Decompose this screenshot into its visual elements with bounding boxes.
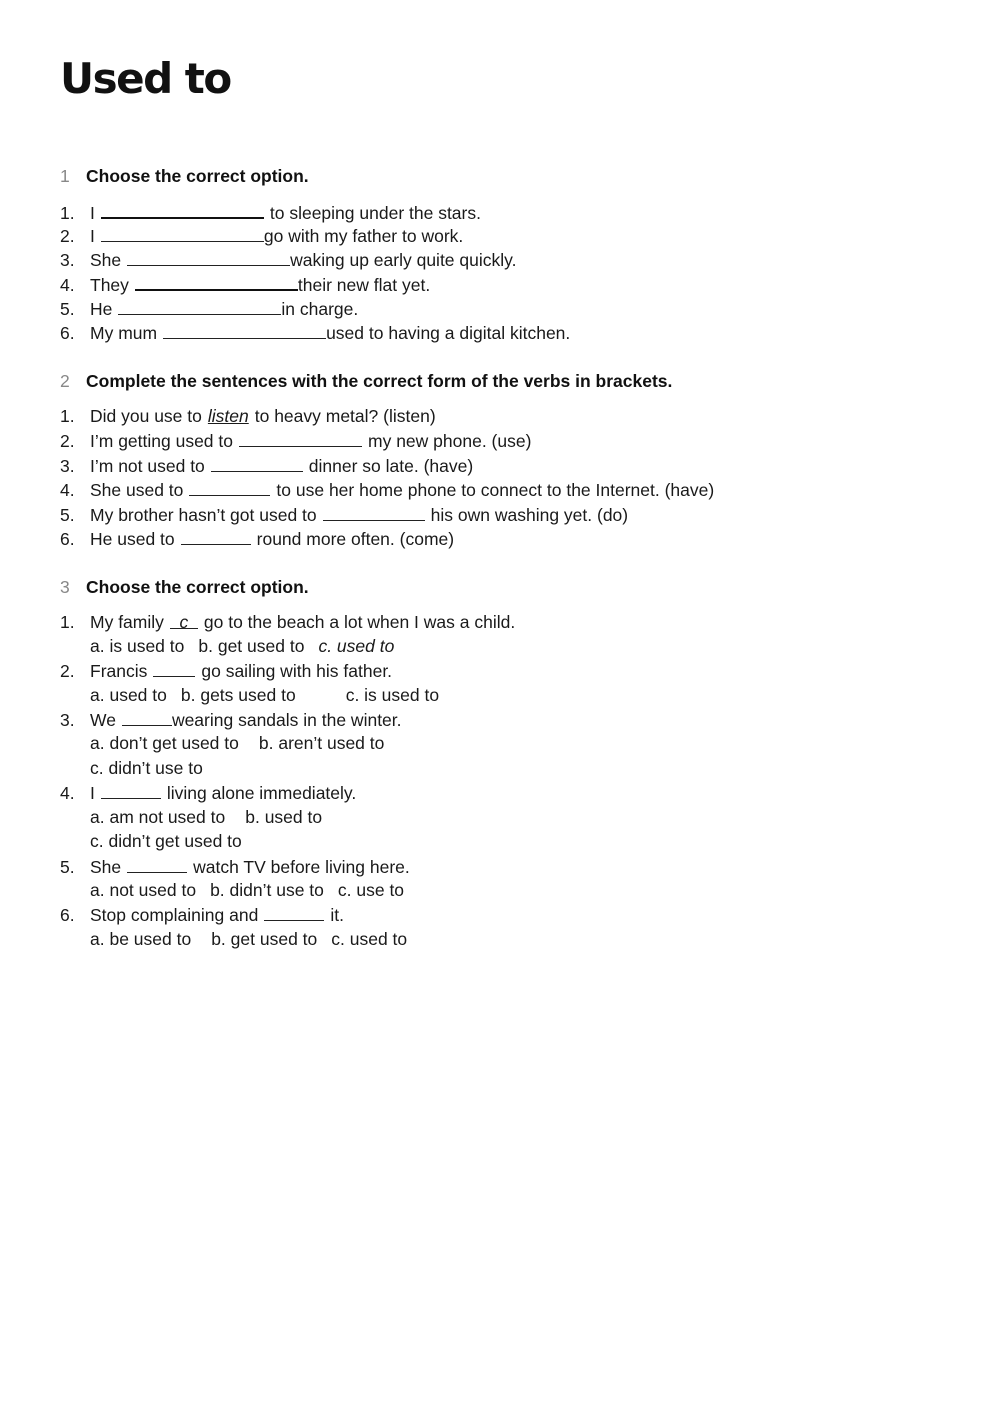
exercise-item: 6. Stop complaining and it. [60, 905, 344, 925]
exercise-item: 3. I’m not used to dinner so late. (have) [60, 456, 474, 476]
exercise-item: 3. We wearing sandals in the winter. [60, 710, 402, 730]
option-row [90, 635, 394, 657]
answer-blank[interactable] [181, 527, 251, 545]
exercise-item: 4. She used to to use her home phone to connect to the Internet. (have) [60, 480, 715, 500]
answer-blank[interactable] [118, 297, 281, 315]
option-row [90, 830, 242, 852]
section-number: 3 [60, 577, 70, 597]
exercise-item: 5. He in charge. [60, 299, 359, 319]
example-answer: listen [207, 406, 249, 426]
option-a[interactable]: a. don’t get used to [90, 733, 239, 753]
option-row [90, 879, 404, 901]
section-instruction: Complete the sentences with the correct form of the verbs in brackets. [86, 371, 673, 391]
option-c[interactable]: c. use to [337, 880, 405, 900]
option-a[interactable]: a. not used to [90, 880, 197, 900]
option-b[interactable]: b. didn’t use to [210, 880, 324, 900]
option-b[interactable]: b. get used to [211, 929, 318, 949]
exercise-item: 5. She watch TV before living here. [60, 857, 410, 877]
option-c[interactable]: c. used to [318, 636, 395, 656]
answer-blank[interactable] [127, 855, 187, 873]
option-row [90, 757, 203, 779]
section-number: 2 [60, 371, 70, 391]
answer-blank[interactable] [239, 429, 362, 447]
section-1-heading [60, 166, 309, 186]
answer-blank[interactable] [153, 659, 195, 677]
example-answer: c [170, 611, 198, 629]
answer-blank[interactable] [211, 454, 303, 472]
option-row [90, 684, 439, 706]
exercise-item: 2. I’m getting used to my new phone. (use) [60, 431, 532, 451]
option-c[interactable]: c. used to [331, 929, 408, 949]
exercise-item: 2. Francis go sailing with his father. [60, 661, 393, 681]
answer-blank[interactable] [135, 272, 298, 291]
exercise-item: 1. My family c go to the beach a lot when I was a child. [60, 612, 516, 632]
section-number: 1 [60, 166, 70, 186]
answer-blank[interactable] [122, 708, 172, 726]
option-b[interactable]: b. gets used to [180, 685, 296, 705]
exercise-item: 2. I go with my father to work. [60, 226, 464, 246]
exercise-item: 6. My mum used to having a digital kitchen. [60, 323, 571, 343]
answer-blank[interactable] [189, 478, 270, 496]
option-a[interactable]: a. be used to [90, 929, 192, 949]
answer-blank[interactable] [163, 321, 326, 339]
section-2-heading [60, 371, 672, 391]
option-a[interactable]: a. am not used to [90, 807, 226, 827]
section-instruction: Choose the correct option. [86, 166, 309, 186]
option-c[interactable]: c. is used to [345, 685, 440, 705]
answer-blank[interactable] [323, 503, 425, 521]
option-row [90, 806, 322, 828]
answer-blank[interactable] [127, 248, 290, 266]
option-b[interactable]: b. get used to [198, 636, 305, 656]
exercise-item: 1. Did you use to listen to heavy metal? (listen) [60, 406, 436, 426]
option-c[interactable]: c. didn’t get used to [90, 831, 242, 851]
answer-blank[interactable] [264, 903, 324, 921]
section-3-heading [60, 577, 309, 597]
exercise-item: 4. They their new flat yet. [60, 272, 430, 294]
exercise-item: 4. I living alone immediately. [60, 783, 357, 803]
option-a[interactable]: a. used to [90, 685, 167, 705]
exercise-item: 5. My brother hasn’t got used to his own washing yet. (do) [60, 505, 629, 525]
section-instruction: Choose the correct option. [86, 577, 309, 597]
page-title: Used to [60, 54, 231, 103]
exercise-item: 3. She waking up early quite quickly. [60, 250, 517, 270]
option-b[interactable]: b. aren’t used to [258, 733, 385, 753]
option-b[interactable]: b. used to [245, 807, 323, 827]
option-a[interactable]: a. is used to [90, 636, 185, 656]
answer-blank[interactable] [101, 200, 264, 219]
option-row [90, 928, 407, 950]
answer-blank[interactable] [101, 224, 264, 242]
option-row [90, 732, 384, 754]
option-c[interactable]: c. didn’t use to [90, 758, 203, 778]
exercise-item: 6. He used to round more often. (come) [60, 529, 455, 549]
answer-blank[interactable] [101, 781, 161, 799]
exercise-item: 1. I to sleeping under the stars. [60, 200, 481, 222]
